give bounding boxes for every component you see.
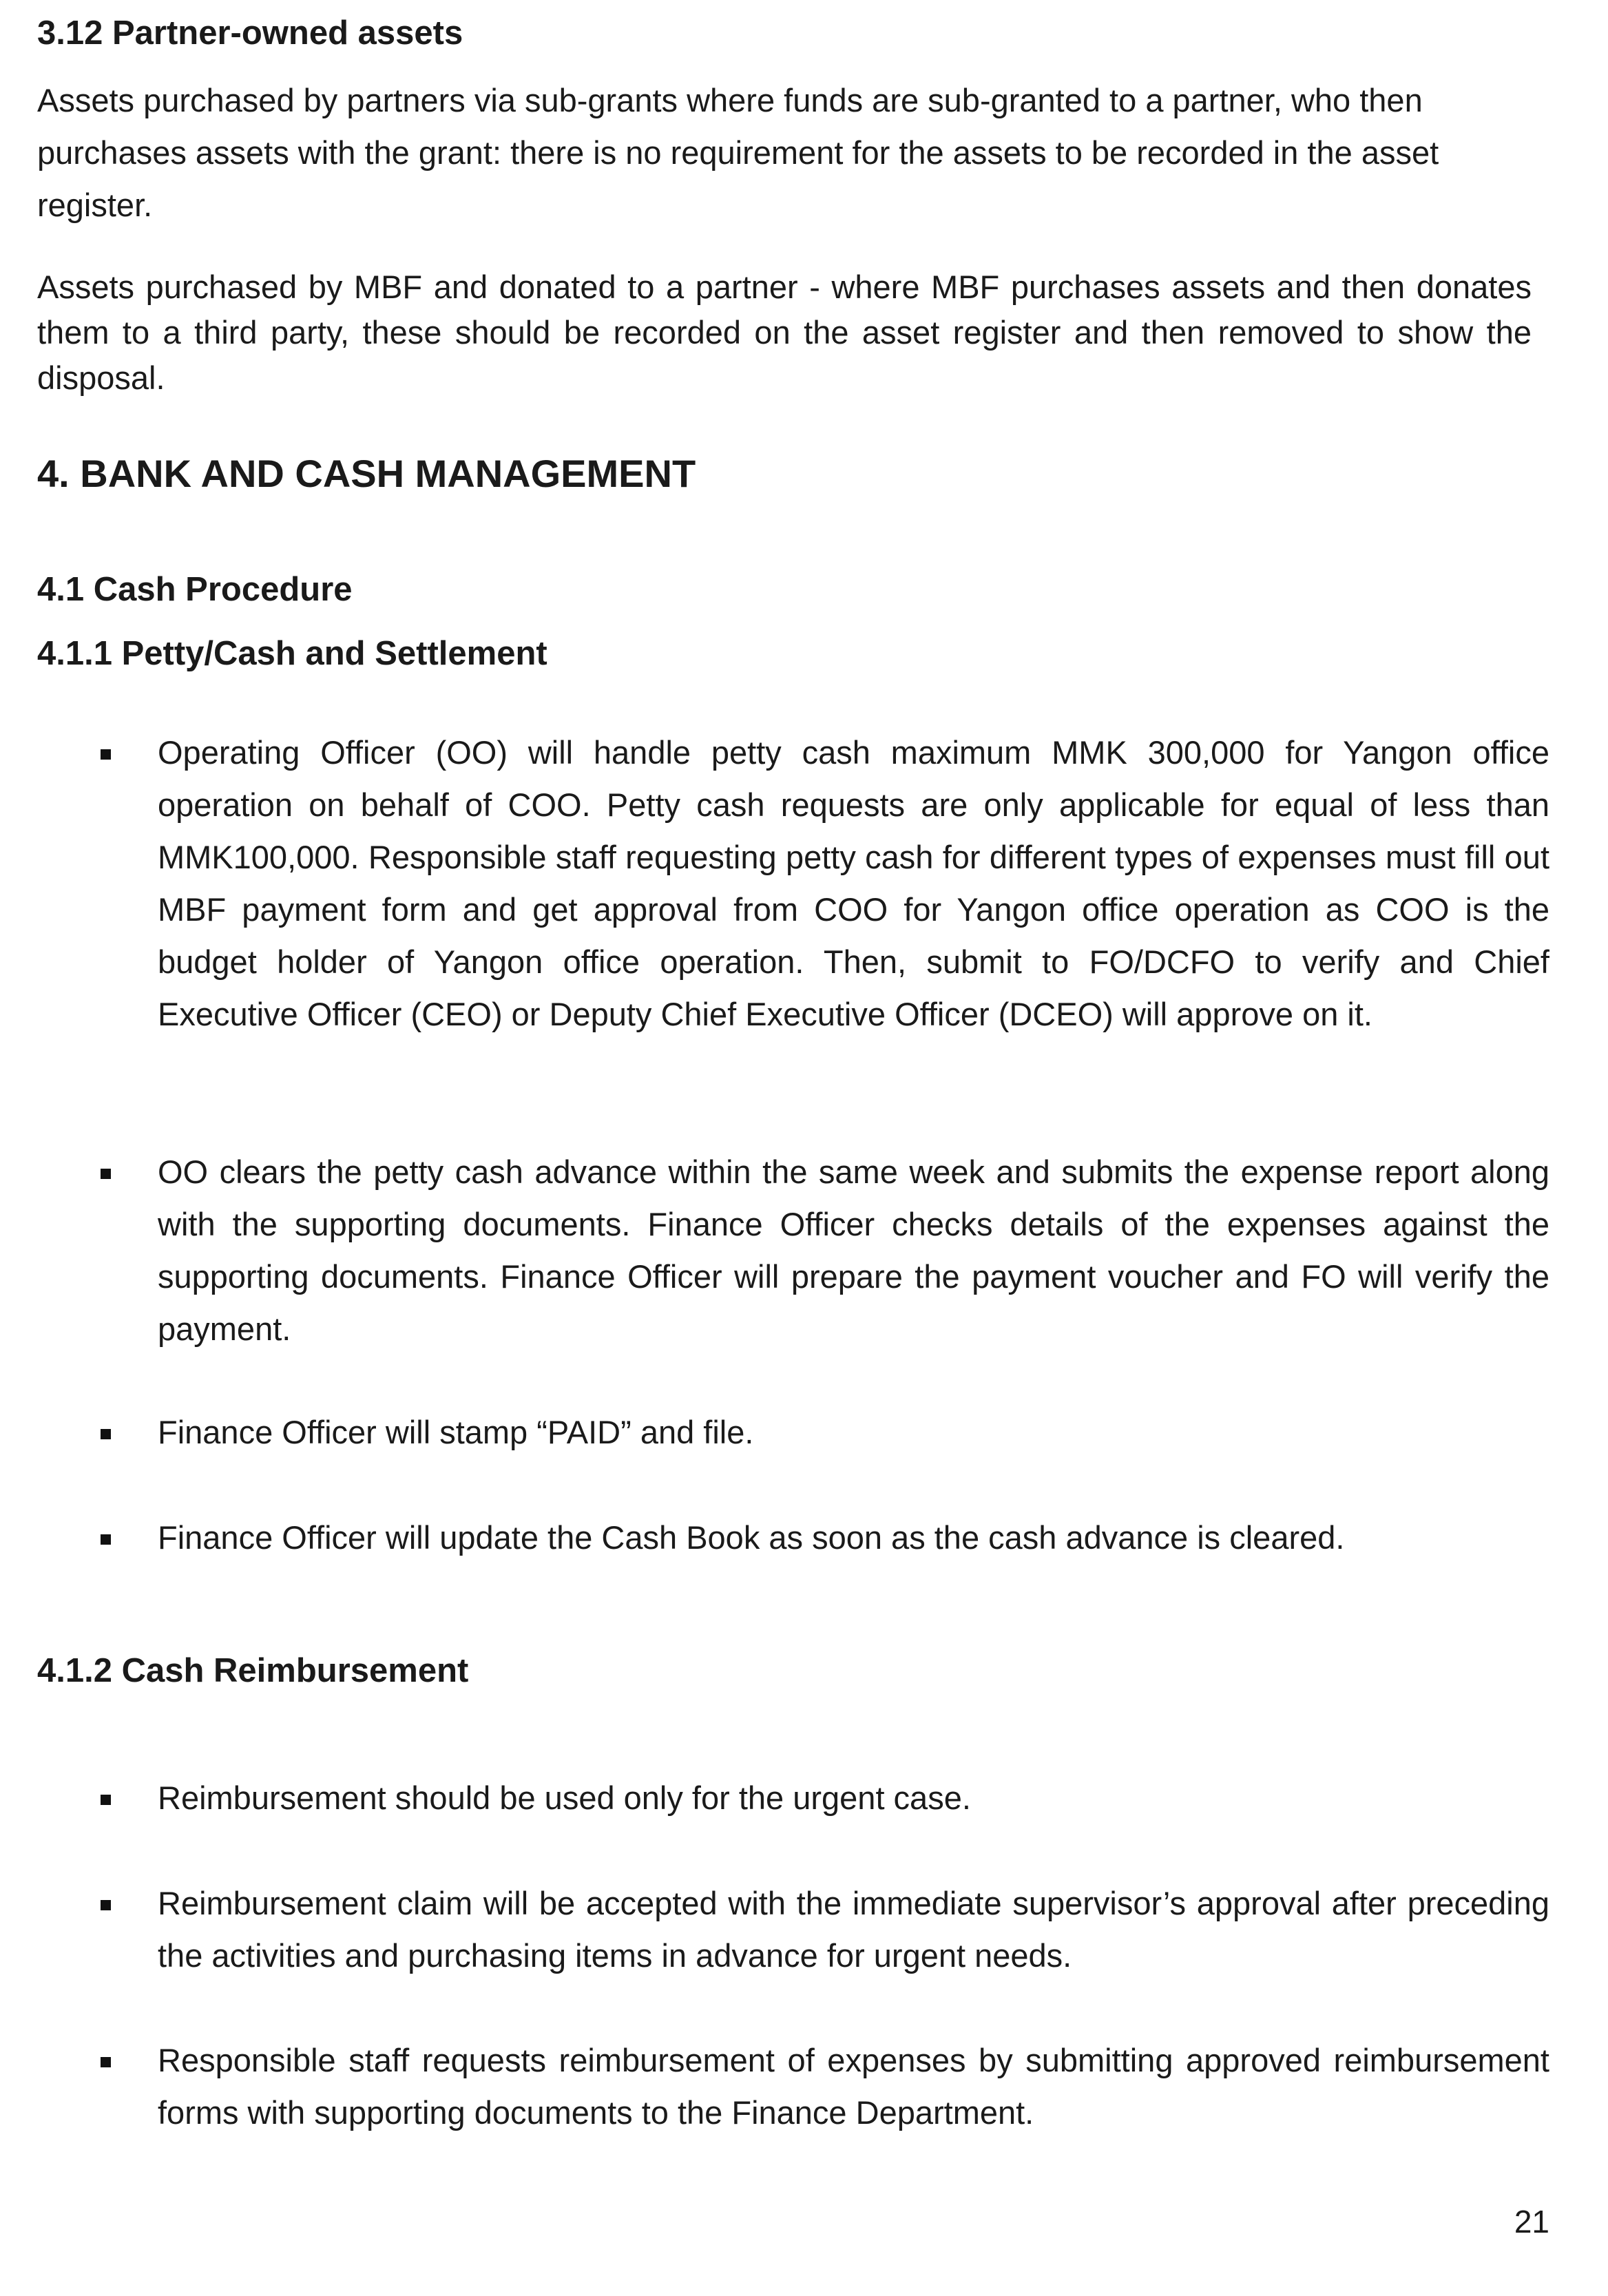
- bullet-marker: [101, 1169, 111, 1179]
- bullet-marker: [101, 1795, 111, 1805]
- section-3-12-paragraph-1: Assets purchased by partners via sub-grants where funds are sub-granted to a partner, who then purchases assets with the grant: there is no requirement for the assets to be recorded in the asset register.: [37, 82, 1439, 223]
- list-item-text: Finance Officer will stamp “PAID” and file.: [158, 1414, 754, 1450]
- list-item-text: Reimbursement claim will be accepted with the immediate supervisor’s approval after preceding the activities and purchasing items in advance for urgent needs.: [158, 1885, 1549, 1974]
- section-4-1-2-heading: 4.1.2 Cash Reimbursement: [37, 1652, 469, 1689]
- section-4-heading: 4. BANK AND CASH MANAGEMENT: [37, 452, 696, 495]
- section-3-12-paragraph-2: Assets purchased by MBF and donated to a partner - where MBF purchases assets and then donates them to a third party, these should be recorded on the asset register and then removed to show the disposal.: [37, 269, 1532, 396]
- bullet-marker: [101, 2057, 111, 2067]
- bullet-marker: [101, 1429, 111, 1439]
- section-3-12-heading: 3.12 Partner-owned assets: [37, 14, 463, 52]
- page-number: 21: [1514, 2204, 1549, 2240]
- list-item-text: OO clears the petty cash advance within the same week and submits the expense report along with the supporting documents. Finance Officer checks details of the expenses against the supporting documents. Finance Officer will prepare the payment voucher and FO will verify the payment.: [158, 1154, 1549, 1347]
- bullet-marker: [101, 749, 111, 760]
- list-item-text: Finance Officer will update the Cash Book as soon as the cash advance is cleared.: [158, 1519, 1345, 1556]
- section-4-1-heading: 4.1 Cash Procedure: [37, 571, 353, 608]
- list-item-text: Responsible staff requests reimbursement of expenses by submitting approved reimbursement forms with supporting documents to the Finance Department.: [158, 2042, 1549, 2131]
- bullet-marker: [101, 1900, 111, 1910]
- bullet-marker: [101, 1534, 111, 1545]
- list-item-text: Reimbursement should be used only for the urgent case.: [158, 1780, 971, 1816]
- section-4-1-1-heading: 4.1.1 Petty/Cash and Settlement: [37, 635, 547, 672]
- list-item-text: Operating Officer (OO) will handle petty cash maximum MMK 300,000 for Yangon office operation on behalf of COO. Petty cash requests are only applicable for equal of less than MMK100,000. Responsible staff requesting petty cash for different types of expenses must fill out MBF payment form and get approval from COO for Yangon office operation as COO is the budget holder of Yangon office operation. Then, submit to FO/DCFO to verify and Chief Executive Officer (CEO) or Deputy Chief Executive Officer (DCEO) will approve on it.: [158, 734, 1549, 1032]
